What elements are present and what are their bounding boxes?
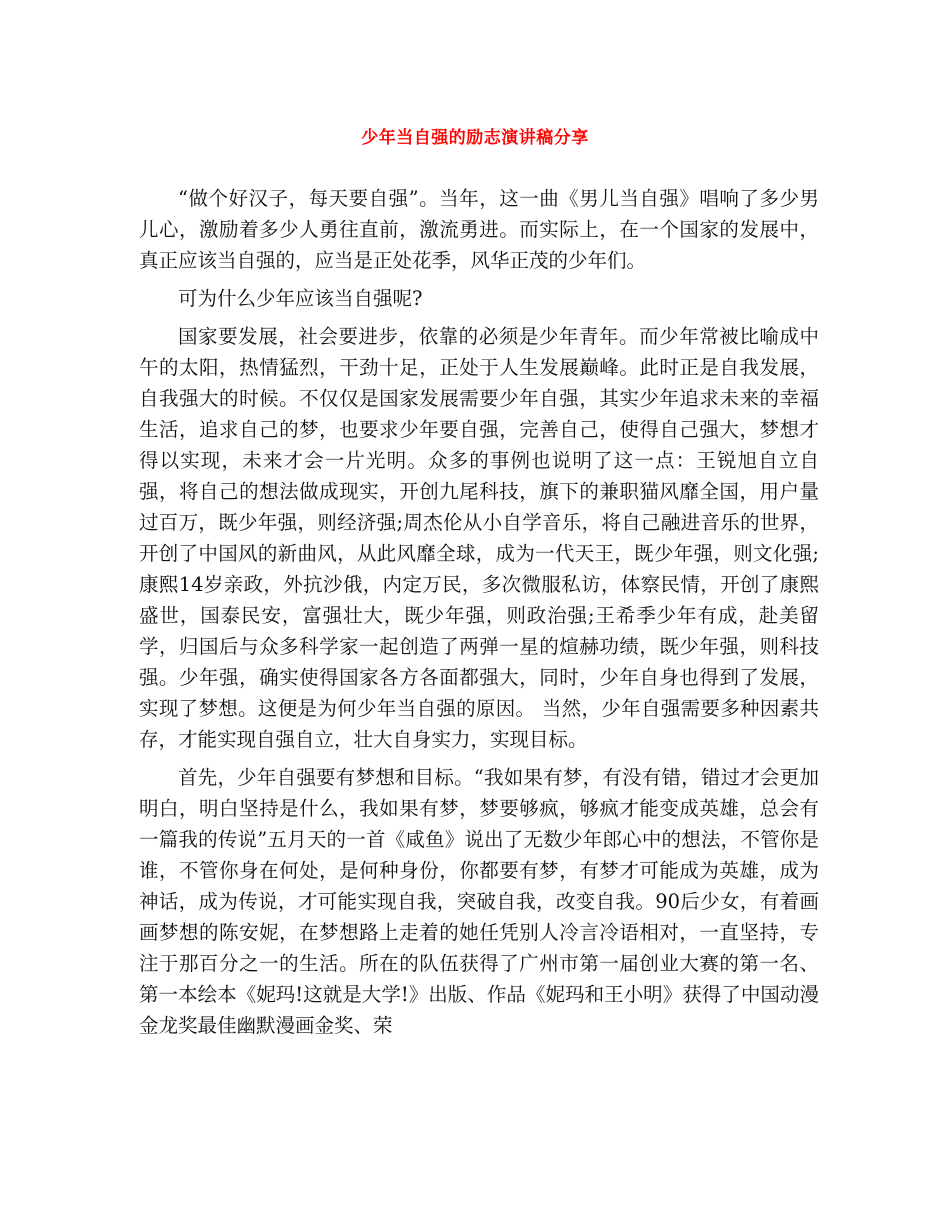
paragraph-3: 国家要发展，社会要进步，依靠的必须是少年青年。而少年常被比喻成中午的太阳，热情猛烈，干劲十足，正处于人生发展巅峰。此时正是自我发展，自我强大的时候。不仅仅是国家发展需要少年自强，其实少年追求未来的幸福生活，追求自己的梦，也要求少年要自强，完善自己，使得自己强大，梦想才得以实现，未来才会一片光明。众多的事例也说明了这一点：王锐旭自立自强，将自己的想法做成现实，开创九尾科技，旗下的兼职猫风靡全国，用户量过百万，既少年强，则经济强;周杰伦从小自学音乐，将自己融进音乐的世界，开创了中国风的新曲风，从此风靡全球，成为一代天王，既少年强，则文化强;康熙14岁亲政，外抗沙俄，内定万民，多次微服私访，体察民情，开创了康熙盛世，国泰民安，富强壮大，既少年强，则政治强;王希季少年有成，赴美留学，归国后与众多科学家一起创造了两弹一星的煊赫功绩，既少年强，则科技强。少年强，确实使得国家各方各面都强大，同时，少年自身也得到了发展，实现了梦想。这便是为何少年当自强的原因。 当然，少年自强需要多种因素共存，才能实现自强自立，壮大自身实力，实现目标。 — [139, 325, 819, 751]
document-title: 少年当自强的励志演讲稿分享 — [361, 128, 589, 148]
document-body — [139, 183, 819, 1048]
paragraph-1: “做个好汉子，每天要自强”。当年，这一曲《男儿当自强》唱响了多少男儿心，激励着多少人勇往直前，激流勇进。而实际上，在一个国家的发展中，真正应该当自强的，应当是正处花季，风华正茂的少年们。 — [139, 187, 819, 272]
paragraph-4: 首先，少年自强要有梦想和目标。“我如果有梦，有没有错，错过才会更加明白，明白坚持是什么，我如果有梦，梦要够疯，够疯才能变成英雄，总会有一篇我的传说”五月天的一首《咸鱼》说出了无数少年郎心中的想法，不管你是谁，不管你身在何处，是何种身份，你都要有梦，有梦才可能成为英雄，成为神话，成为传说，才可能实现自我，突破自我，改变自我。90后少女，有着画画梦想的陈安妮，在梦想路上走着的她任凭别人冷言冷语相对，一直坚持，专注于那百分之一的生活。所在的队伍获得了广州市第一届创业大赛的第一名、第一本绘本《妮玛!这就是大学!》出版、作品《妮玛和王小明》获得了中国动漫金龙奖最佳幽默漫画金奖、荣 — [139, 766, 819, 1037]
paragraph-2: 可为什么少年应该当自强呢? — [178, 287, 423, 310]
